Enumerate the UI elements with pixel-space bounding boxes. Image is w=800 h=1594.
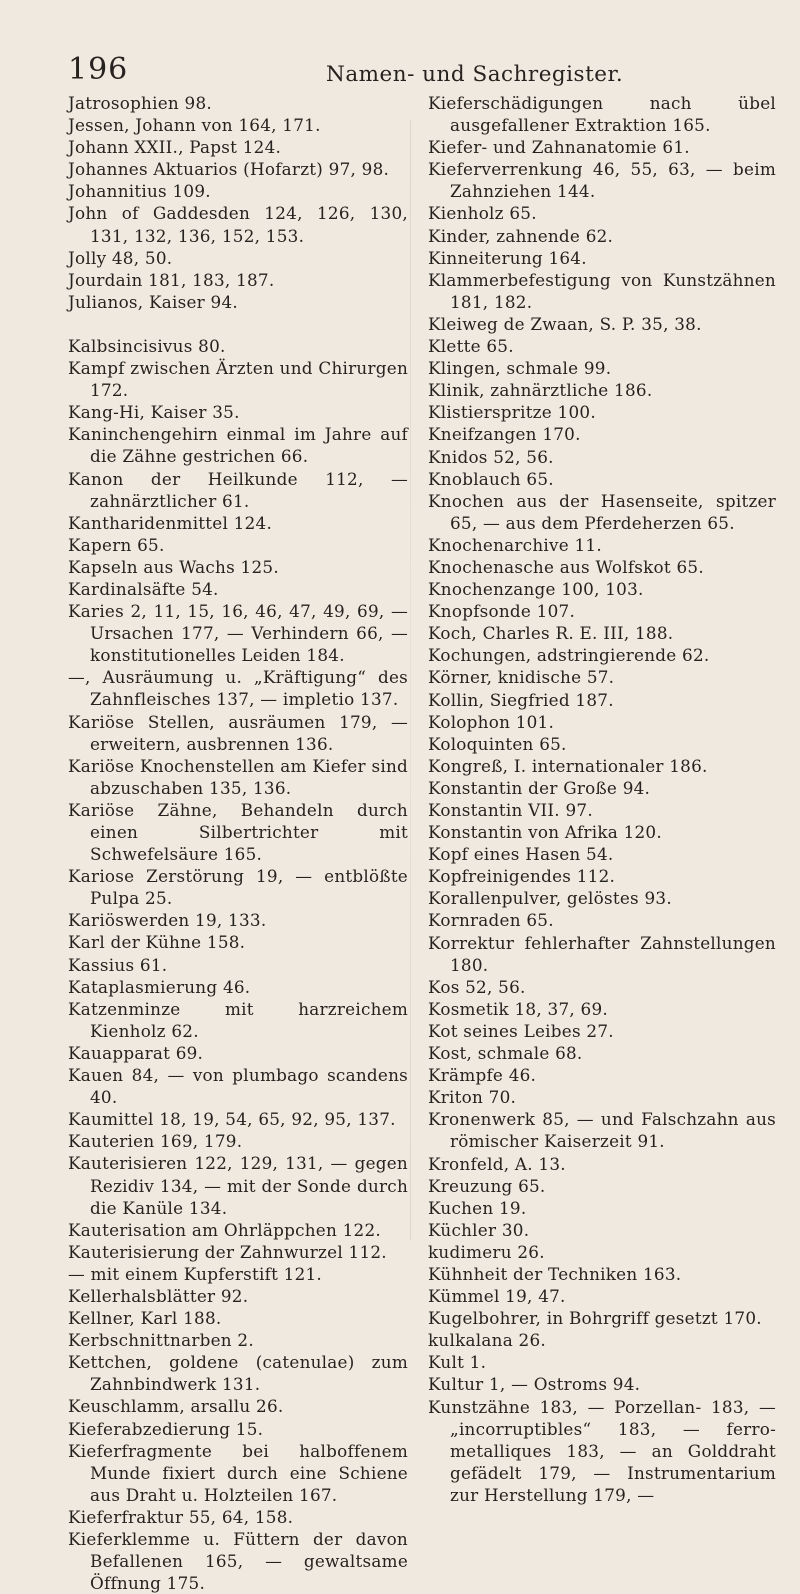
index-entry: Kollin, Siegfried 187. bbox=[428, 689, 614, 710]
index-entry: Kochungen, adstringierende 62. bbox=[428, 645, 710, 666]
index-entry: Kapern 65. bbox=[68, 534, 165, 555]
index-entry: Knochenarchive 11. bbox=[428, 534, 602, 555]
index-entry: Kühnheit der Techniken 163. bbox=[428, 1263, 682, 1284]
index-entry: Julianos, Kaiser 94. bbox=[68, 291, 238, 312]
index-entry: Kot seines Leibes 27. bbox=[428, 1020, 614, 1041]
index-entry: Kienholz 65. bbox=[428, 203, 537, 224]
index-entry: Kauterisation am Ohrläppchen 122. bbox=[68, 1219, 381, 1240]
index-entry: Kauen 84, — von plumbago scandens 40. bbox=[68, 1065, 408, 1108]
index-entry: Koch, Charles R. E. III, 188. bbox=[428, 623, 674, 644]
index-entry: Kronfeld, A. 13. bbox=[428, 1153, 566, 1174]
index-entry: Knoblauch 65. bbox=[428, 468, 554, 489]
index-entry: Kopf eines Hasen 54. bbox=[428, 844, 614, 865]
index-entry: Kolophon 101. bbox=[428, 711, 555, 732]
index-entry: Kapseln aus Wachs 125. bbox=[68, 556, 279, 577]
index-entry: Karl der Kühne 158. bbox=[68, 932, 246, 953]
index-entry: Kariöse Knochenstellen am Kiefer sind abzuschaben 135, 136. bbox=[68, 755, 408, 798]
column-divider bbox=[410, 120, 411, 1240]
index-entry: Kuchen 19. bbox=[428, 1197, 527, 1218]
index-entry: Kriton 70. bbox=[428, 1087, 517, 1108]
index-entry: Jatrosophien 98. bbox=[68, 93, 212, 113]
index-entry: Kopfreinigendes 112. bbox=[428, 866, 616, 887]
index-entry: Kampf zwischen Ärzten und Chirurgen 172. bbox=[68, 358, 408, 401]
index-entry: Körner, knidische 57. bbox=[428, 667, 615, 688]
index-entry: Kleiweg de Zwaan, S. P. 35, 38. bbox=[428, 313, 702, 334]
index-entry: John of Gaddesden 124, 126, 130, 131, 132, 136, 152, 153. bbox=[68, 203, 408, 246]
index-entry: Kellner, Karl 188. bbox=[68, 1308, 222, 1329]
index-entry: Kauterisierung der Zahnwurzel 112. bbox=[68, 1241, 387, 1262]
index-entry: Kauterien 169, 179. bbox=[68, 1131, 243, 1152]
index-entry: Kassius 61. bbox=[68, 954, 168, 975]
index-entry: Jessen, Johann von 164, 171. bbox=[68, 115, 321, 136]
index-entry: Kreuzung 65. bbox=[428, 1175, 546, 1196]
index-entry: Kneifzangen 170. bbox=[428, 424, 581, 445]
index-entry: Jolly 48, 50. bbox=[68, 247, 173, 268]
index-entry: Knochenzange 100, 103. bbox=[428, 579, 644, 600]
index-column-right bbox=[428, 92, 776, 1506]
index-entry: Knochenasche aus Wolfskot 65. bbox=[428, 556, 704, 577]
index-entry: Kieferverrenkung 46, 55, 63, — beim Zahnziehen 144. bbox=[428, 159, 776, 202]
index-entry: Kaninchengehirn einmal im Jahre auf die Zähne gestrichen 66. bbox=[68, 424, 408, 467]
index-entry: Krämpfe 46. bbox=[428, 1065, 537, 1086]
index-entry: Kang-Hi, Kaiser 35. bbox=[68, 402, 240, 423]
index-entry: Korrektur fehlerhafter Zahnstellungen 180. bbox=[428, 932, 776, 975]
index-entry: Kantharidenmittel 124. bbox=[68, 512, 273, 533]
index-entry: Knidos 52, 56. bbox=[428, 446, 554, 467]
index-entry: Kieferfragmente bei halboffenem Munde fixiert durch eine Schiene aus Draht u. Holzteilen 167. bbox=[68, 1440, 408, 1505]
index-entry: kudimeru 26. bbox=[428, 1241, 545, 1262]
index-entry: kulkalana 26. bbox=[428, 1330, 546, 1351]
index-entry: Karies 2, 11, 15, 16, 46, 47, 49, 69, — Ursachen 177, — Verhindern 66, — konstitutionelles Leiden 184. bbox=[68, 601, 408, 666]
index-entry: Kalbsincisivus 80. bbox=[68, 335, 226, 356]
index-entry: Kieferschädigungen nach übel ausgefallener Extraktion 165. bbox=[428, 93, 776, 136]
index-entry: Kugelbohrer, in Bohrgriff gesetzt 170. bbox=[428, 1308, 762, 1329]
index-entry: Kiefer- und Zahnanatomie 61. bbox=[428, 137, 690, 158]
index-entry: Kariose Zerstörung 19, — entblößte Pulpa 25. bbox=[68, 866, 408, 909]
index-entry: Katzenminze mit harzreichem Kienholz 62. bbox=[68, 998, 408, 1041]
index-entry: Konstantin VII. 97. bbox=[428, 800, 593, 820]
index-entry: Knopfsonde 107. bbox=[428, 601, 576, 622]
index-entry: Kerbschnittnarben 2. bbox=[68, 1330, 254, 1351]
index-entry: Kongreß, I. internationaler 186. bbox=[428, 755, 708, 776]
index-entry: Kosmetik 18, 37, 69. bbox=[428, 998, 608, 1019]
index-entry: Johannitius 109. bbox=[68, 181, 211, 202]
index-entry: Kaumittel 18, 19, 54, 65, 92, 95, 137. bbox=[68, 1109, 396, 1130]
index-entry: Kariöswerden 19, 133. bbox=[68, 910, 267, 931]
page-header bbox=[68, 52, 680, 92]
index-entry: Kieferabzedierung 15. bbox=[68, 1418, 264, 1439]
index-entry: Kos 52, 56. bbox=[428, 976, 526, 997]
index-entry: Kornraden 65. bbox=[428, 910, 554, 931]
index-entry: Johann XXII., Papst 124. bbox=[68, 137, 282, 158]
index-entry: Kronenwerk 85, — und Falschzahn aus römischer Kaiserzeit 91. bbox=[428, 1109, 776, 1152]
index-entry: Kunstzähne 183, — Porzellan- 183, — „incorruptibles“ 183, — ferro-metalliques 183, — an Golddraht gefädelt 179, — Instrumentarium zur Herstellung 179, — bbox=[428, 1396, 776, 1505]
index-entry: Kariöse Stellen, ausräumen 179, — erweitern, ausbrennen 136. bbox=[68, 711, 408, 754]
index-entry: Koloquinten 65. bbox=[428, 733, 567, 754]
index-entry: Klammerbefestigung von Kunstzähnen 181, 182. bbox=[428, 269, 776, 312]
page-number: 196 bbox=[68, 52, 129, 87]
index-entry: Kauterisieren 122, 129, 131, — gegen Rezidiv 134, — mit der Sonde durch die Kanüle 134. bbox=[68, 1153, 408, 1218]
index-entry: Kinneiterung 164. bbox=[428, 247, 587, 268]
index-entry: Kieferfraktur 55, 64, 158. bbox=[68, 1506, 294, 1527]
index-entry: Klistierspritze 100. bbox=[428, 402, 596, 423]
index-entry: Konstantin der Große 94. bbox=[428, 777, 651, 798]
index-entry: Korallenpulver, gelöstes 93. bbox=[428, 888, 672, 909]
index-column-left bbox=[68, 92, 408, 1594]
index-entry: Kanon der Heilkunde 112, — zahnärztlicher 61. bbox=[68, 468, 408, 511]
index-entry: Kümmel 19, 47. bbox=[428, 1286, 566, 1307]
index-entry: Kult 1. bbox=[428, 1352, 487, 1373]
index-entry: Kataplasmierung 46. bbox=[68, 976, 251, 997]
index-entry: Kettchen, goldene (catenulae) zum Zahnbindwerk 131. bbox=[68, 1352, 408, 1395]
index-entry: Kellerhalsblätter 92. bbox=[68, 1285, 249, 1306]
index-entry: Konstantin von Afrika 120. bbox=[428, 822, 662, 843]
index-entry: Kost, schmale 68. bbox=[428, 1043, 583, 1064]
index-entry: Kardinalsäfte 54. bbox=[68, 578, 219, 599]
index-entry: Johannes Aktuarios (Hofarzt) 97, 98. bbox=[68, 159, 390, 180]
index-entry: Kauapparat 69. bbox=[68, 1042, 204, 1063]
running-head: Namen- und Sachregister. bbox=[326, 62, 624, 87]
index-entry: Kinder, zahnende 62. bbox=[428, 225, 614, 246]
index-entry: Klinik, zahnärztliche 186. bbox=[428, 380, 653, 401]
index-entry: Kariöse Zähne, Behandeln durch einen Silbertrichter mit Schwefelsäure 165. bbox=[68, 799, 408, 865]
index-entry: —, Ausräumung u. „Kräftigung“ des Zahnfleisches 137, — impletio 137. bbox=[68, 667, 408, 710]
index-entry: Küchler 30. bbox=[428, 1219, 530, 1240]
index-entry: Kultur 1, — Ostroms 94. bbox=[428, 1374, 641, 1395]
index-entry: Kieferklemme u. Füttern der davon Befallenen 165, — gewaltsame Öffnung 175. bbox=[68, 1529, 408, 1594]
index-entry: Klingen, schmale 99. bbox=[428, 358, 612, 379]
index-entry: — mit einem Kupferstift 121. bbox=[68, 1263, 323, 1284]
index-entry: Jourdain 181, 183, 187. bbox=[68, 269, 275, 290]
index-entry: Knochen aus der Hasenseite, spitzer 65, — aus dem Pferdeherzen 65. bbox=[428, 490, 776, 533]
index-entry: Keuschlamm, arsallu 26. bbox=[68, 1396, 284, 1417]
index-entry: Klette 65. bbox=[428, 336, 514, 357]
